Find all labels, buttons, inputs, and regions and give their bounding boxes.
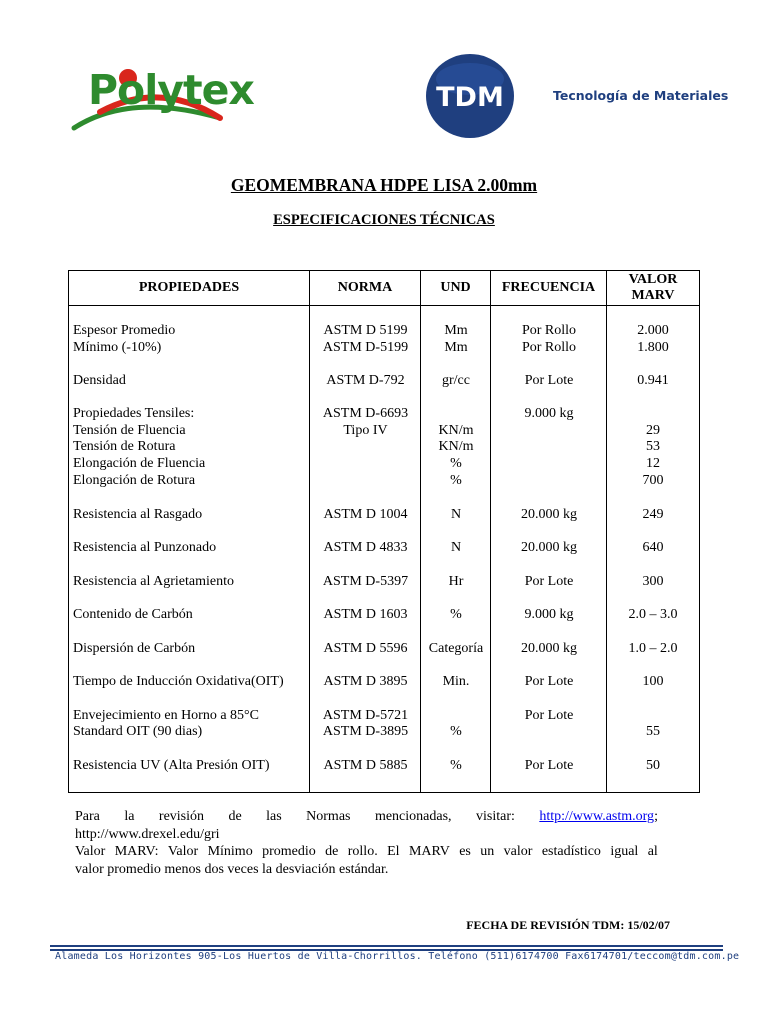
cell-unit: % [450,758,462,773]
cell-norma: ASTM D-6693 [322,406,409,421]
cell-frequency: 20.000 kg [521,641,577,656]
cell-property: Resistencia al Punzonado [73,540,217,555]
cell-property: Elongación de Fluencia [73,456,206,471]
header-frecuencia: FRECUENCIA [501,280,596,295]
cell-frequency: Por Lote [524,674,574,689]
cell-norma: ASTM D 5596 [323,641,408,656]
cell-value: 53 [646,439,660,454]
note-word: Normas [306,809,351,824]
header-divider [69,305,699,306]
cell-property: Resistencia al Agrietamiento [73,574,234,589]
marv-note-word: MARV: [114,844,159,859]
cell-norma: ASTM D 5199 [323,323,408,338]
cell-value: 100 [642,674,664,689]
note-line-1 [75,808,658,826]
cell-frequency: Por Rollo [521,323,577,338]
note-word: revisión [158,809,205,824]
cell-value: 700 [642,473,664,488]
cell-frequency: Por Lote [524,574,574,589]
cell-value: 2.000 [637,323,669,338]
note-word: Para [75,809,100,824]
cell-value: 55 [646,724,660,739]
tdm-logo-text: TDM [436,82,504,113]
cell-norma: ASTM D-792 [326,373,405,388]
marv-note-word: igual [610,844,639,859]
marv-note-word: promedio [262,844,316,859]
cell-unit: Hr [448,574,464,589]
cell-unit: KN/m [438,439,474,454]
cell-unit: Mm [444,323,468,338]
cell-unit: Min. [442,674,470,689]
cell-value: 50 [646,758,660,773]
note-word: de [228,809,242,824]
marv-note-word: El [387,844,400,859]
cell-property: Resistencia UV (Alta Presión OIT) [73,758,270,773]
cell-frequency: Por Lote [524,373,574,388]
footer-address: Alameda Los Horizontes 905-Los Huertos de Villa-Chorrillos. Teléfono (511)6174700 Fax6174701/teccom@tdm.com.pe [55,951,740,962]
cell-property: Densidad [73,373,126,388]
cell-property: Dispersión de Carbón [73,641,196,656]
revision-date: FECHA DE REVISIÓN TDM: 15/02/07 [466,918,670,932]
cell-norma: ASTM D 5885 [323,758,408,773]
document-title: GEOMEMBRANA HDPE LISA 2.00mm [230,175,538,195]
marv-note-line-2: valor promedio menos dos veces la desviación estándar. [75,861,389,877]
tdm-tagline: Tecnología de Materiales [553,88,729,103]
cell-value: 0.941 [637,373,669,388]
header-norma: NORMA [337,280,393,295]
cell-property: Elongación de Rotura [73,473,196,488]
notes-block [75,808,658,878]
cell-unit: gr/cc [442,373,470,388]
astm-link-group [539,808,658,826]
note-word: mencionadas, [374,809,452,824]
cell-frequency: Por Rollo [521,340,577,355]
drexel-link: http://www.drexel.edu/gri [75,826,220,842]
header-valor [607,272,699,304]
cell-value: 1.800 [637,340,669,355]
note-word: la [124,809,135,824]
astm-link[interactable]: http://www.astm.org [539,809,655,824]
header-und: UND [440,280,471,295]
cell-value: 249 [642,507,664,522]
document-subtitle: ESPECIFICACIONES TÉCNICAS [273,212,495,228]
cell-norma: ASTM D 1603 [323,607,408,622]
cell-unit: N [450,540,462,555]
tdm-logo [425,53,515,139]
cell-property: Tensión de Rotura [73,439,176,454]
cell-value: 300 [642,574,664,589]
cell-unit: % [450,473,462,488]
header-valor-line2: MARV [631,288,675,303]
cell-unit: % [450,724,462,739]
cell-norma: ASTM D-5721 [322,708,409,723]
cell-value: 640 [642,540,664,555]
cell-property: Envejecimiento en Horno a 85°C [73,708,259,723]
cell-frequency: 9.000 kg [524,607,574,622]
cell-property: Resistencia al Rasgado [73,507,203,522]
marv-note-word: rollo. [347,844,378,859]
cell-norma: ASTM D 4833 [323,540,408,555]
marv-note-word: Mínimo [207,844,253,859]
cell-norma: Tipo IV [343,423,388,438]
cell-property: Mínimo (-10%) [73,340,162,355]
cell-value: 2.0 – 3.0 [628,607,678,622]
cell-frequency: 20.000 kg [521,507,577,522]
cell-property: Espesor Promedio [73,323,176,338]
polytex-wordmark: Polytex [88,66,254,114]
marv-note-word: es [459,844,471,859]
cell-frequency: 9.000 kg [524,406,574,421]
marv-note-word: un [480,844,495,859]
note-word: visitar: [475,809,515,824]
cell-value: 29 [646,423,660,438]
cell-norma: ASTM D-5397 [322,574,409,589]
header-valor-line1: VALOR [628,272,678,287]
note-word: las [266,809,282,824]
cell-norma: ASTM D 1004 [323,507,408,522]
cell-unit: Mm [444,340,468,355]
marv-note-word: MARV [408,844,450,859]
cell-unit: N [450,507,462,522]
cell-frequency: 20.000 kg [521,540,577,555]
link-suffix: ; [654,809,658,824]
cell-frequency: Por Lote [524,708,574,723]
marv-note-word: estadístico [541,844,601,859]
marv-note-word: al [647,844,658,859]
cell-norma: ASTM D-5199 [322,340,409,355]
cell-unit: KN/m [438,423,474,438]
cell-property: Tensión de Fluencia [73,423,186,438]
marv-note-line-1 [75,843,658,861]
cell-unit: % [450,607,462,622]
cell-unit: Categoría [428,641,484,656]
marv-note-word: de [325,844,339,859]
spec-table [68,270,700,793]
cell-property: Contenido de Carbón [73,607,193,622]
cell-property: Tiempo de Inducción Oxidativa(OIT) [73,674,284,689]
cell-property: Standard OIT (90 dias) [73,724,203,739]
marv-note-word: Valor [167,844,199,859]
marv-note-word: Valor [75,844,106,859]
cell-norma: ASTM D 3895 [323,674,408,689]
cell-unit: % [450,456,462,471]
cell-value: 12 [646,456,660,471]
cell-norma: ASTM D-3895 [322,724,409,739]
marv-note-word: valor [503,844,533,859]
cell-property: Propiedades Tensiles: [73,406,195,421]
cell-value: 1.0 – 2.0 [628,641,678,656]
cell-frequency: Por Lote [524,758,574,773]
header-propiedades: PROPIEDADES [138,280,240,295]
polytex-logo [70,62,260,142]
